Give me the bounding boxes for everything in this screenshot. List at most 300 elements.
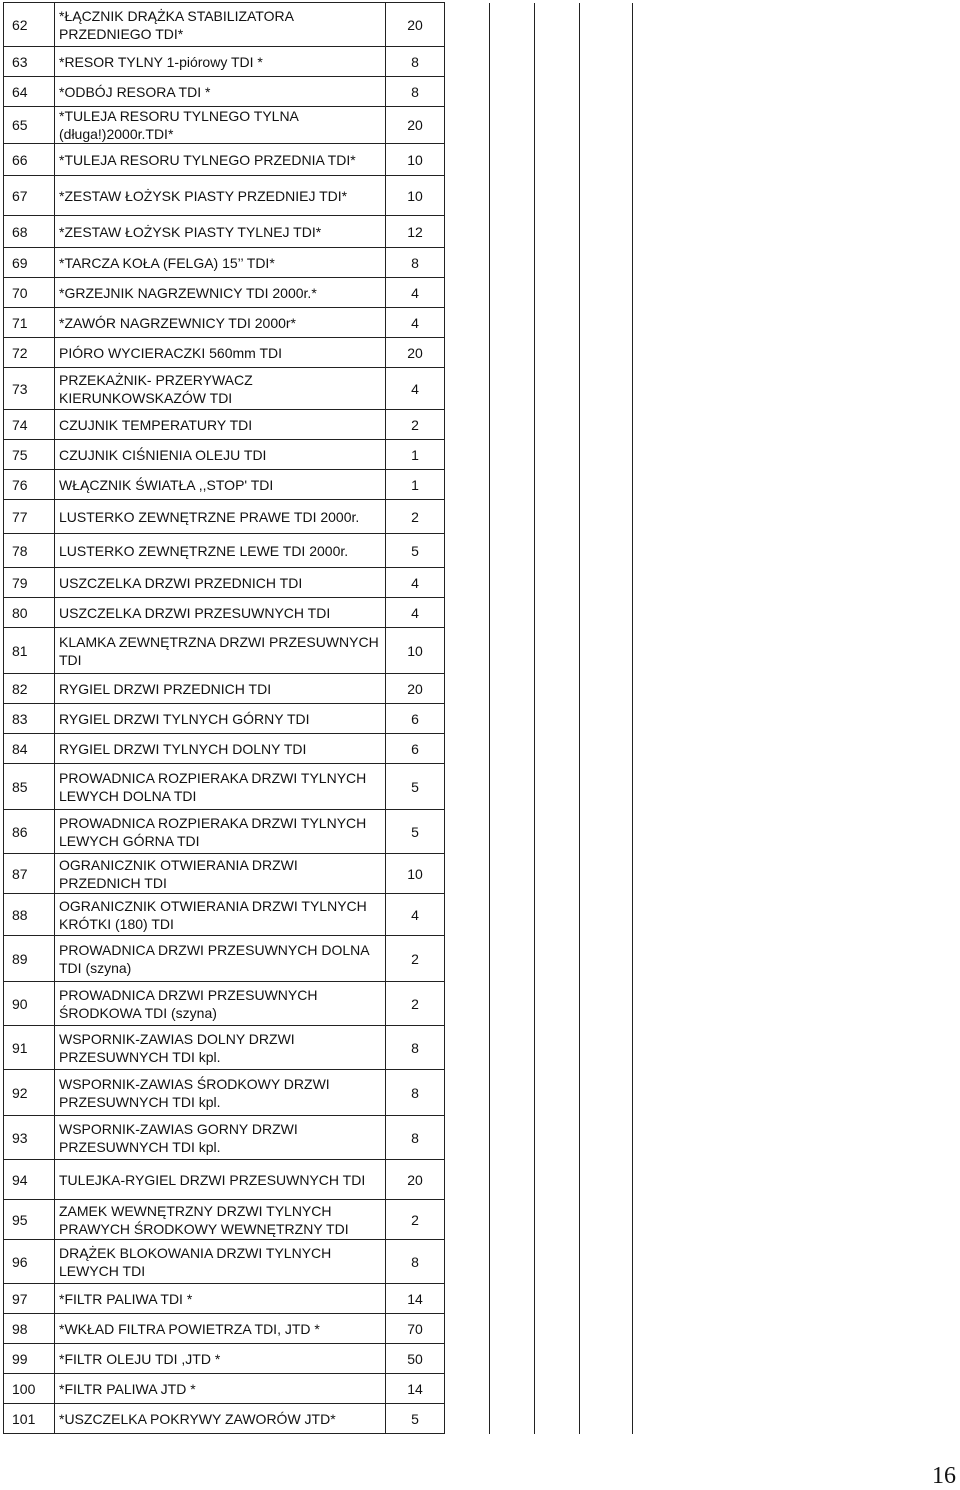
empty-cell: [580, 1404, 633, 1434]
empty-cell: [580, 410, 633, 440]
empty-cell: [535, 764, 580, 810]
empty-cell: [490, 278, 535, 308]
row-number: 63: [4, 47, 55, 77]
empty-cell: [535, 894, 580, 936]
row-number: 75: [4, 440, 55, 470]
empty-cell: [580, 1026, 633, 1070]
part-quantity: 4: [386, 308, 445, 338]
empty-cell: [445, 1116, 490, 1160]
empty-cell: [580, 534, 633, 568]
part-name: PROWADNICA ROZPIERAKA DRZWI TYLNYCH LEWYCH GÓRNA TDI: [55, 810, 386, 854]
part-name: *TULEJA RESORU TYLNEGO PRZEDNIA TDI*: [55, 144, 386, 176]
part-name: CZUJNIK TEMPERATURY TDI: [55, 410, 386, 440]
table-row: [4, 704, 633, 734]
empty-cell: [535, 107, 580, 144]
empty-cell: [535, 368, 580, 410]
empty-cell: [445, 1404, 490, 1434]
empty-cell: [580, 338, 633, 368]
row-number: 93: [4, 1116, 55, 1160]
table-row: [4, 810, 633, 854]
empty-cell: [490, 3, 535, 47]
table-row: [4, 1344, 633, 1374]
empty-cell: [445, 598, 490, 628]
part-name: PIÓRO WYCIERACZKI 560mm TDI: [55, 338, 386, 368]
empty-cell: [535, 1160, 580, 1200]
empty-cell: [580, 894, 633, 936]
parts-table-body: [4, 3, 633, 1434]
empty-cell: [445, 628, 490, 674]
empty-cell: [580, 470, 633, 500]
row-number: 77: [4, 500, 55, 534]
row-number: 88: [4, 894, 55, 936]
empty-cell: [445, 1160, 490, 1200]
part-quantity: 70: [386, 1314, 445, 1344]
empty-cell: [445, 1284, 490, 1314]
empty-cell: [535, 704, 580, 734]
empty-cell: [445, 1374, 490, 1404]
empty-cell: [580, 368, 633, 410]
empty-cell: [445, 936, 490, 982]
empty-cell: [490, 568, 535, 598]
empty-cell: [445, 1314, 490, 1344]
table-row: [4, 470, 633, 500]
row-number: 86: [4, 810, 55, 854]
empty-cell: [445, 248, 490, 278]
table-row: [4, 854, 633, 894]
row-number: 70: [4, 278, 55, 308]
row-number: 83: [4, 704, 55, 734]
empty-cell: [445, 704, 490, 734]
empty-cell: [490, 810, 535, 854]
empty-cell: [445, 764, 490, 810]
empty-cell: [445, 47, 490, 77]
empty-cell: [490, 1070, 535, 1116]
empty-cell: [580, 1160, 633, 1200]
empty-cell: [580, 77, 633, 107]
empty-cell: [445, 107, 490, 144]
part-name: ZAMEK WEWNĘTRZNY DRZWI TYLNYCH PRAWYCH ŚRODKOWY WEWNĘTRZNY TDI: [55, 1200, 386, 1240]
empty-cell: [535, 47, 580, 77]
table-row: [4, 674, 633, 704]
part-quantity: 6: [386, 704, 445, 734]
empty-cell: [535, 500, 580, 534]
part-quantity: 50: [386, 1344, 445, 1374]
part-quantity: 20: [386, 107, 445, 144]
part-quantity: 4: [386, 568, 445, 598]
part-name: USZCZELKA DRZWI PRZESUWNYCH TDI: [55, 598, 386, 628]
part-quantity: 10: [386, 854, 445, 894]
row-number: 79: [4, 568, 55, 598]
empty-cell: [580, 1070, 633, 1116]
row-number: 62: [4, 3, 55, 47]
empty-cell: [445, 216, 490, 248]
row-number: 76: [4, 470, 55, 500]
empty-cell: [490, 734, 535, 764]
part-quantity: 8: [386, 248, 445, 278]
empty-cell: [535, 176, 580, 216]
empty-cell: [445, 278, 490, 308]
part-quantity: 5: [386, 810, 445, 854]
part-name: RYGIEL DRZWI PRZEDNICH TDI: [55, 674, 386, 704]
empty-cell: [580, 500, 633, 534]
part-name: *FILTR PALIWA TDI *: [55, 1284, 386, 1314]
row-number: 65: [4, 107, 55, 144]
table-row: [4, 47, 633, 77]
part-name: WŁĄCZNIK ŚWIATŁA ,,STOP' TDI: [55, 470, 386, 500]
row-number: 69: [4, 248, 55, 278]
empty-cell: [580, 628, 633, 674]
part-quantity: 20: [386, 3, 445, 47]
row-number: 84: [4, 734, 55, 764]
table-row: [4, 1240, 633, 1284]
empty-cell: [535, 338, 580, 368]
empty-cell: [490, 338, 535, 368]
part-name: *USZCZELKA POKRYWY ZAWORÓW JTD*: [55, 1404, 386, 1434]
part-quantity: 8: [386, 1026, 445, 1070]
empty-cell: [535, 278, 580, 308]
empty-cell: [580, 734, 633, 764]
row-number: 95: [4, 1200, 55, 1240]
table-row: [4, 410, 633, 440]
table-row: [4, 216, 633, 248]
row-number: 87: [4, 854, 55, 894]
empty-cell: [490, 764, 535, 810]
empty-cell: [580, 248, 633, 278]
empty-cell: [445, 1026, 490, 1070]
empty-cell: [535, 470, 580, 500]
part-quantity: 14: [386, 1374, 445, 1404]
part-quantity: 4: [386, 368, 445, 410]
part-name: *ZESTAW ŁOŻYSK PIASTY PRZEDNIEJ TDI*: [55, 176, 386, 216]
empty-cell: [535, 810, 580, 854]
empty-cell: [490, 470, 535, 500]
part-name: USZCZELKA DRZWI PRZEDNICH TDI: [55, 568, 386, 598]
part-name: *TULEJA RESORU TYLNEGO TYLNA (długa!)2000r.TDI*: [55, 107, 386, 144]
empty-cell: [490, 982, 535, 1026]
empty-cell: [535, 440, 580, 470]
empty-cell: [445, 1344, 490, 1374]
row-number: 89: [4, 936, 55, 982]
part-quantity: 2: [386, 936, 445, 982]
empty-cell: [580, 216, 633, 248]
part-quantity: 5: [386, 534, 445, 568]
empty-cell: [580, 1344, 633, 1374]
empty-cell: [535, 1240, 580, 1284]
part-name: *FILTR PALIWA JTD *: [55, 1374, 386, 1404]
empty-cell: [490, 1116, 535, 1160]
empty-cell: [445, 338, 490, 368]
empty-cell: [445, 1070, 490, 1116]
table-row: [4, 248, 633, 278]
empty-cell: [535, 734, 580, 764]
row-number: 100: [4, 1374, 55, 1404]
parts-table: [3, 2, 633, 1434]
part-quantity: 1: [386, 440, 445, 470]
table-row: [4, 894, 633, 936]
empty-cell: [445, 810, 490, 854]
row-number: 71: [4, 308, 55, 338]
empty-cell: [535, 1404, 580, 1434]
part-name: DRĄŻEK BLOKOWANIA DRZWI TYLNYCH LEWYCH TDI: [55, 1240, 386, 1284]
empty-cell: [535, 77, 580, 107]
empty-cell: [535, 982, 580, 1026]
table-row: [4, 176, 633, 216]
part-name: PROWADNICA DRZWI PRZESUWNYCH ŚRODKOWA TDI (szyna): [55, 982, 386, 1026]
empty-cell: [580, 674, 633, 704]
empty-cell: [490, 500, 535, 534]
table-row: [4, 628, 633, 674]
table-row: [4, 936, 633, 982]
empty-cell: [490, 894, 535, 936]
part-quantity: 10: [386, 628, 445, 674]
row-number: 73: [4, 368, 55, 410]
empty-cell: [580, 278, 633, 308]
empty-cell: [445, 368, 490, 410]
empty-cell: [535, 1116, 580, 1160]
empty-cell: [490, 248, 535, 278]
table-row: [4, 734, 633, 764]
empty-cell: [535, 598, 580, 628]
empty-cell: [535, 1344, 580, 1374]
part-quantity: 5: [386, 1404, 445, 1434]
empty-cell: [490, 854, 535, 894]
table-row: [4, 1070, 633, 1116]
empty-cell: [535, 1026, 580, 1070]
empty-cell: [445, 854, 490, 894]
empty-cell: [580, 1116, 633, 1160]
empty-cell: [535, 1200, 580, 1240]
part-quantity: 14: [386, 1284, 445, 1314]
table-row: [4, 500, 633, 534]
part-quantity: 4: [386, 598, 445, 628]
part-quantity: 8: [386, 1070, 445, 1116]
row-number: 67: [4, 176, 55, 216]
empty-cell: [490, 368, 535, 410]
part-quantity: 4: [386, 278, 445, 308]
empty-cell: [580, 107, 633, 144]
part-name: PROWADNICA ROZPIERAKA DRZWI TYLNYCH LEWYCH DOLNA TDI: [55, 764, 386, 810]
empty-cell: [490, 1160, 535, 1200]
empty-cell: [535, 216, 580, 248]
empty-cell: [580, 764, 633, 810]
part-quantity: 2: [386, 982, 445, 1026]
empty-cell: [490, 628, 535, 674]
empty-cell: [580, 1200, 633, 1240]
empty-cell: [490, 1314, 535, 1344]
empty-cell: [580, 1240, 633, 1284]
empty-cell: [490, 936, 535, 982]
table-row: [4, 1404, 633, 1434]
part-name: OGRANICZNIK OTWIERANIA DRZWI TYLNYCH KRÓTKI (180) TDI: [55, 894, 386, 936]
table-row: [4, 1374, 633, 1404]
row-number: 92: [4, 1070, 55, 1116]
empty-cell: [445, 176, 490, 216]
empty-cell: [490, 534, 535, 568]
part-quantity: 20: [386, 338, 445, 368]
row-number: 74: [4, 410, 55, 440]
part-quantity: 2: [386, 500, 445, 534]
part-name: RYGIEL DRZWI TYLNYCH DOLNY TDI: [55, 734, 386, 764]
empty-cell: [490, 1374, 535, 1404]
part-name: *ZAWÓR NAGRZEWNICY TDI 2000r*: [55, 308, 386, 338]
empty-cell: [580, 1284, 633, 1314]
empty-cell: [490, 440, 535, 470]
table-row: [4, 107, 633, 144]
empty-cell: [580, 810, 633, 854]
part-name: WSPORNIK-ZAWIAS DOLNY DRZWI PRZESUWNYCH TDI kpl.: [55, 1026, 386, 1070]
part-quantity: 1: [386, 470, 445, 500]
part-name: WSPORNIK-ZAWIAS GORNY DRZWI PRZESUWNYCH TDI kpl.: [55, 1116, 386, 1160]
empty-cell: [445, 534, 490, 568]
table-row: [4, 1160, 633, 1200]
part-quantity: 2: [386, 1200, 445, 1240]
part-name: TULEJKA-RYGIEL DRZWI PRZESUWNYCH TDI: [55, 1160, 386, 1200]
empty-cell: [445, 734, 490, 764]
row-number: 85: [4, 764, 55, 810]
row-number: 80: [4, 598, 55, 628]
empty-cell: [580, 308, 633, 338]
empty-cell: [580, 176, 633, 216]
empty-cell: [445, 1200, 490, 1240]
table-row: [4, 598, 633, 628]
empty-cell: [445, 674, 490, 704]
empty-cell: [490, 1200, 535, 1240]
empty-cell: [490, 674, 535, 704]
part-quantity: 20: [386, 674, 445, 704]
empty-cell: [535, 144, 580, 176]
empty-cell: [445, 308, 490, 338]
empty-cell: [490, 1240, 535, 1284]
empty-cell: [490, 308, 535, 338]
empty-cell: [580, 936, 633, 982]
row-number: 66: [4, 144, 55, 176]
empty-cell: [490, 1026, 535, 1070]
part-name: *FILTR OLEJU TDI ,JTD *: [55, 1344, 386, 1374]
empty-cell: [445, 500, 490, 534]
part-quantity: 4: [386, 894, 445, 936]
empty-cell: [580, 1314, 633, 1344]
part-name: *TARCZA KOŁA (FELGA) 15’’ TDI*: [55, 248, 386, 278]
part-name: WSPORNIK-ZAWIAS ŚRODKOWY DRZWI PRZESUWNYCH TDI kpl.: [55, 1070, 386, 1116]
empty-cell: [445, 1240, 490, 1284]
row-number: 96: [4, 1240, 55, 1284]
table-row: [4, 534, 633, 568]
table-row: [4, 278, 633, 308]
part-quantity: 12: [386, 216, 445, 248]
empty-cell: [580, 1374, 633, 1404]
empty-cell: [535, 854, 580, 894]
empty-cell: [445, 440, 490, 470]
empty-cell: [445, 144, 490, 176]
empty-cell: [535, 3, 580, 47]
row-number: 68: [4, 216, 55, 248]
empty-cell: [580, 598, 633, 628]
part-quantity: 2: [386, 410, 445, 440]
part-quantity: 10: [386, 176, 445, 216]
empty-cell: [580, 3, 633, 47]
row-number: 82: [4, 674, 55, 704]
empty-cell: [445, 77, 490, 107]
part-quantity: 6: [386, 734, 445, 764]
empty-cell: [580, 568, 633, 598]
row-number: 99: [4, 1344, 55, 1374]
part-quantity: 8: [386, 1240, 445, 1284]
part-name: *RESOR TYLNY 1-piórowy TDI *: [55, 47, 386, 77]
row-number: 90: [4, 982, 55, 1026]
row-number: 98: [4, 1314, 55, 1344]
empty-cell: [445, 410, 490, 440]
part-quantity: 8: [386, 1116, 445, 1160]
table-row: [4, 3, 633, 47]
part-name: *WKŁAD FILTRA POWIETRZA TDI, JTD *: [55, 1314, 386, 1344]
empty-cell: [445, 470, 490, 500]
table-row: [4, 1116, 633, 1160]
part-name: *GRZEJNIK NAGRZEWNICY TDI 2000r.*: [55, 278, 386, 308]
row-number: 101: [4, 1404, 55, 1434]
table-row: [4, 1200, 633, 1240]
empty-cell: [580, 982, 633, 1026]
part-name: OGRANICZNIK OTWIERANIA DRZWI PRZEDNICH TDI: [55, 854, 386, 894]
empty-cell: [490, 47, 535, 77]
table-row: [4, 764, 633, 810]
empty-cell: [535, 628, 580, 674]
empty-cell: [490, 176, 535, 216]
part-name: *ODBÓJ RESORA TDI *: [55, 77, 386, 107]
empty-cell: [580, 144, 633, 176]
part-name: *ZESTAW ŁOŻYSK PIASTY TYLNEJ TDI*: [55, 216, 386, 248]
row-number: 72: [4, 338, 55, 368]
empty-cell: [580, 47, 633, 77]
empty-cell: [490, 598, 535, 628]
empty-cell: [445, 982, 490, 1026]
empty-cell: [490, 1404, 535, 1434]
part-name: PROWADNICA DRZWI PRZESUWNYCH DOLNA TDI (szyna): [55, 936, 386, 982]
row-number: 94: [4, 1160, 55, 1200]
empty-cell: [490, 144, 535, 176]
part-name: LUSTERKO ZEWNĘTRZNE LEWE TDI 2000r.: [55, 534, 386, 568]
empty-cell: [490, 1344, 535, 1374]
empty-cell: [580, 704, 633, 734]
part-quantity: 10: [386, 144, 445, 176]
empty-cell: [535, 568, 580, 598]
empty-cell: [535, 1284, 580, 1314]
empty-cell: [535, 248, 580, 278]
empty-cell: [580, 440, 633, 470]
table-row: [4, 77, 633, 107]
table-row: [4, 308, 633, 338]
empty-cell: [445, 3, 490, 47]
table-row: [4, 1026, 633, 1070]
empty-cell: [490, 77, 535, 107]
part-quantity: 5: [386, 764, 445, 810]
table-row: [4, 440, 633, 470]
empty-cell: [535, 1374, 580, 1404]
empty-cell: [535, 410, 580, 440]
row-number: 78: [4, 534, 55, 568]
table-row: [4, 338, 633, 368]
empty-cell: [490, 107, 535, 144]
empty-cell: [490, 410, 535, 440]
row-number: 97: [4, 1284, 55, 1314]
empty-cell: [535, 1314, 580, 1344]
table-row: [4, 144, 633, 176]
table-row: [4, 1284, 633, 1314]
table-row: [4, 982, 633, 1026]
row-number: 64: [4, 77, 55, 107]
empty-cell: [445, 568, 490, 598]
empty-cell: [445, 894, 490, 936]
part-quantity: 8: [386, 47, 445, 77]
